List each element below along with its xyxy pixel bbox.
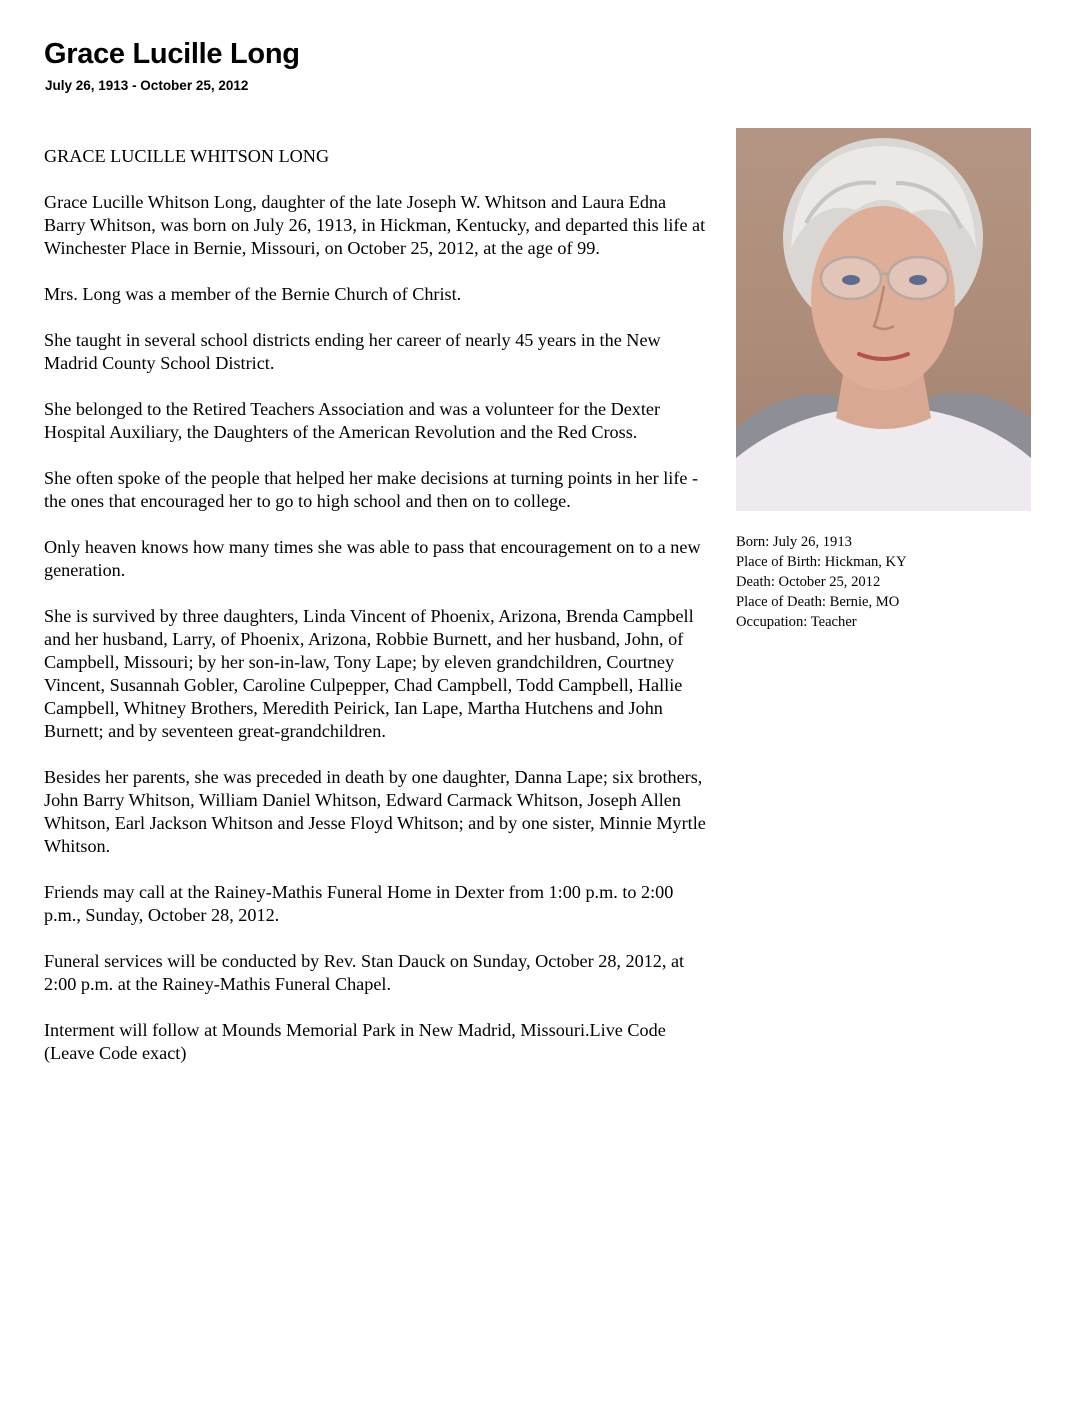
life-dates: July 26, 1913 - October 25, 2012 bbox=[45, 78, 249, 93]
obituary-paragraph: Friends may call at the Rainey-Mathis Funeral Home in Dexter from 1:00 p.m. to 2:00 p.m., Sunday, October 28, 2012. bbox=[44, 882, 674, 925]
obituary-paragraph: Interment will follow at Mounds Memorial Park in New Madrid, Missouri.Live Code (Leave Code exact) bbox=[44, 1020, 666, 1063]
page-title: Grace Lucille Long bbox=[44, 38, 300, 70]
fact-born: Born: July 26, 1913 bbox=[736, 534, 852, 550]
fact-place-of-death: Place of Death: Bernie, MO bbox=[736, 594, 900, 610]
obituary-paragraph: She belonged to the Retired Teachers Association and was a volunteer for the Dexter Hospital Auxiliary, the Daughters of the American Revolution and the Red Cross. bbox=[44, 399, 661, 442]
obituary-paragraph: Funeral services will be conducted by Rev. Stan Dauck on Sunday, October 28, 2012, at 2:00 p.m. at the Rainey-Mathis Funeral Chapel. bbox=[44, 951, 685, 994]
obituary-paragraph: She is survived by three daughters, Linda Vincent of Phoenix, Arizona, Brenda Campbell and her husband, Larry, of Phoenix, Arizona, Robbie Burnett, and her husband, John, of Campbell, Missouri; by her son-in-law, Tony Lape; by eleven grandchildren, Courtney Vincent, Susannah Gobler, Caroline Culpepper, Chad Campbell, Todd Campbell, Hallie Campbell, Whitney Brothers, Meredith Peirick, Ian Lape, Martha Hutchens and John Burnett; and by seventeen great-grandchildren. bbox=[44, 606, 694, 741]
obituary-heading: GRACE LUCILLE WHITSON LONG bbox=[44, 146, 330, 166]
obituary-text bbox=[44, 145, 709, 1088]
fact-occupation: Occupation: Teacher bbox=[736, 614, 857, 630]
obituary-paragraph: She taught in several school districts ending her career of nearly 45 years in the New Madrid County School District. bbox=[44, 330, 661, 373]
fact-place-of-birth: Place of Birth: Hickman, KY bbox=[736, 554, 907, 570]
obituary-paragraph: Grace Lucille Whitson Long, daughter of the late Joseph W. Whitson and Laura Edna Barry Whitson, was born on July 26, 1913, in Hickman, Kentucky, and departed this life at Winchester Place in Bernie, Missouri, on October 25, 2012, at the age of 99. bbox=[44, 192, 706, 258]
obituary-paragraph: Besides her parents, she was preceded in death by one daughter, Danna Lape; six brothers, John Barry Whitson, William Daniel Whitson, Edward Carmack Whitson, Joseph Allen Whitson, Earl Jackson Whitson and Jesse Floyd Whitson; and by one sister, Minnie Myrtle Whitson. bbox=[44, 767, 706, 856]
obituary-paragraph: She often spoke of the people that helped her make decisions at turning points in her life - the ones that encouraged her to go to high school and then on to college. bbox=[44, 468, 699, 511]
vital-facts bbox=[736, 532, 1066, 632]
portrait-photo bbox=[736, 128, 1031, 511]
obituary-paragraph: Only heaven knows how many times she was able to pass that encouragement on to a new generation. bbox=[44, 537, 701, 580]
obituary-paragraph: Mrs. Long was a member of the Bernie Church of Christ. bbox=[44, 284, 462, 304]
fact-death: Death: October 25, 2012 bbox=[736, 574, 881, 590]
